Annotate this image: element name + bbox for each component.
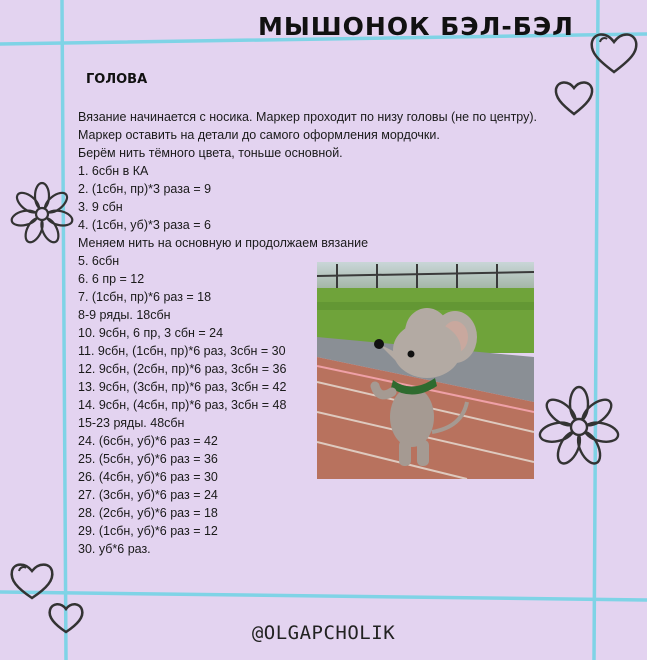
author-handle: @OLGAPCHOLIK	[251, 622, 396, 644]
row-item: 4. (1сбн, уб)*3 раза = 6	[78, 218, 211, 232]
row-item: 13. 9сбн, (3сбн, пр)*6 раз, 3сбн = 42	[78, 380, 287, 394]
row-item: 26. (4сбн, уб)*6 раз = 30	[78, 470, 218, 484]
flower-icon	[6, 178, 78, 250]
mouse-toy-photo	[317, 262, 534, 479]
heart-icon	[8, 558, 56, 602]
row-item: 2. (1сбн, пр)*3 раза = 9	[78, 182, 212, 196]
row-item: 11. 9сбн, (1сбн, пр)*6 раз, 3сбн = 30	[78, 344, 286, 358]
row-item: 14. 9сбн, (4сбн, пр)*6 раз, 3сбн = 48	[78, 398, 287, 412]
intro-line: Маркер оставить на детали до самого оформления мордочки.	[78, 128, 440, 142]
row-item: 3. 9 сбн	[78, 200, 123, 214]
heart-icon	[552, 76, 596, 118]
row-item: 5. 6сбн	[78, 254, 120, 268]
row-item: 29. (1сбн, уб)*6 раз = 12	[78, 524, 218, 538]
intro-line: Берём нить тёмного цвета, тоньше основной.	[78, 146, 343, 160]
yarn-change-note: Меняем нить на основную и продолжаем вязание	[78, 236, 369, 250]
row-item: 10. 9сбн, 6 пр, 3 сбн = 24	[78, 326, 224, 340]
row-item: 12. 9сбн, (2сбн, пр)*6 раз, 3сбн = 36	[78, 362, 287, 376]
row-item: 1. 6сбн в КА	[78, 164, 149, 178]
row-item: 28. (2сбн, уб)*6 раз = 18	[78, 506, 218, 520]
intro-line: Вязание начинается с носика. Маркер проходит по низу головы (не по центру).	[78, 110, 538, 124]
section-title: ГОЛОВА	[86, 72, 148, 87]
row-item: 27. (3сбн, уб)*6 раз = 24	[78, 488, 218, 502]
row-item: 25. (5сбн, уб)*6 раз = 36	[78, 452, 218, 466]
row-item: 30. уб*6 раз.	[78, 542, 151, 556]
row-item: 24. (6сбн, уб)*6 раз = 42	[78, 434, 218, 448]
rows-list-a	[78, 162, 558, 234]
heart-icon	[588, 28, 640, 76]
row-item: 7. (1сбн, пр)*6 раз = 18	[78, 290, 212, 304]
row-item: 15-23 ряды. 48сбн	[78, 416, 185, 430]
row-item: 6. 6 пр = 12	[78, 272, 145, 286]
row-item: 8-9 ряды. 18сбн	[78, 308, 171, 322]
page-title: МЫШОНОК БЭЛ-БЭЛ	[258, 12, 574, 41]
